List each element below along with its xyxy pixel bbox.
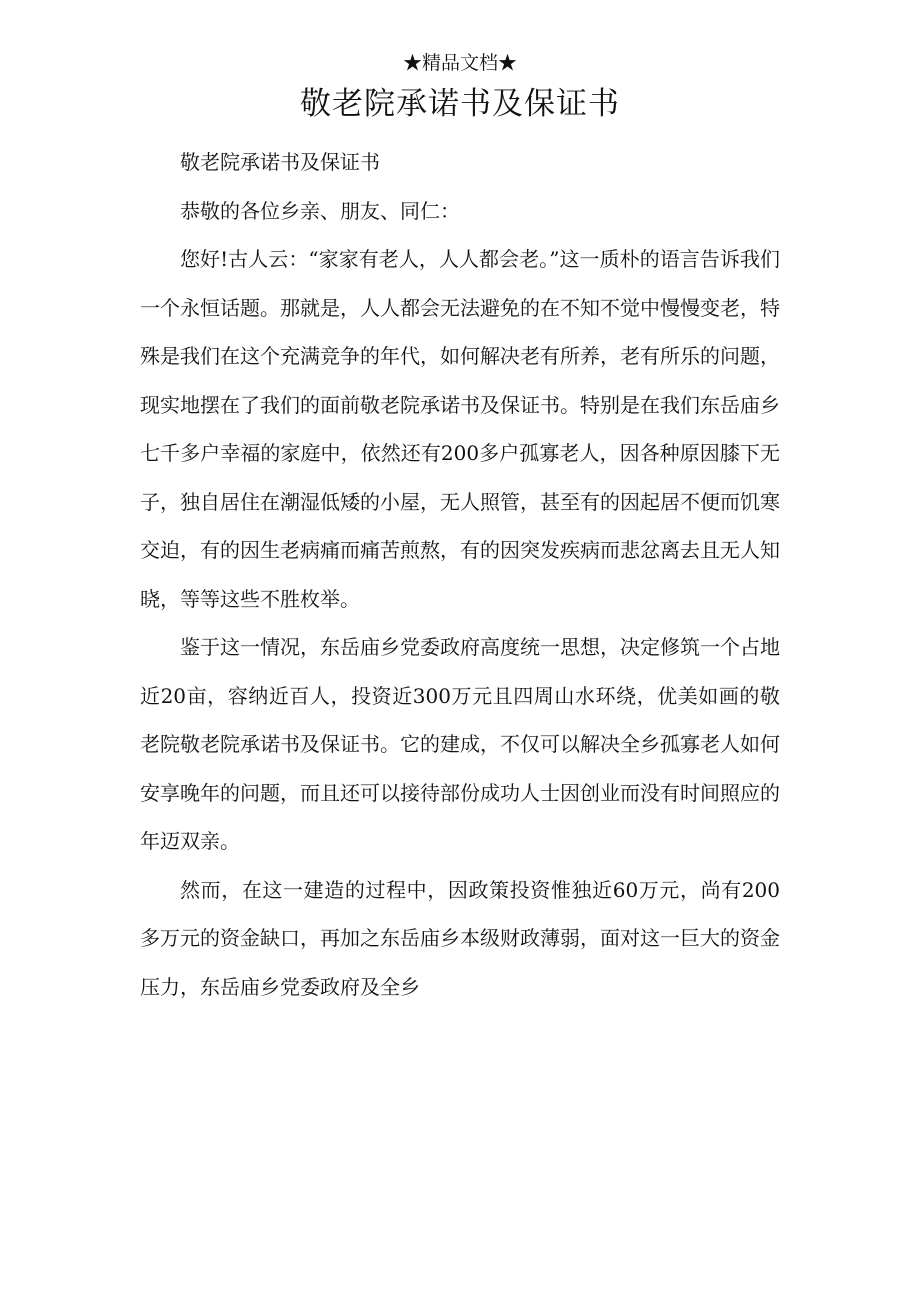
body-paragraph: 然而，在这一建造的过程中，因政策投资惟独近60万元，尚有200多万元的资金缺口，再加之东岳庙乡本级财政薄弱，面对这一巨大的资金压力，东岳庙乡党委政府及全乡 — [140, 877, 780, 999]
document-body — [140, 138, 780, 1011]
body-paragraph: 鉴于这一情况，东岳庙乡党委政府高度统一思想，决定修筑一个占地近20亩，容纳近百人，投资近300万元且四周山水环绕，优美如画的敬老院敬老院承诺书及保证书。它的建成，不仅可以解决全乡孤寡老人如何安享晚年的问题，而且还可以接待部份成功人士因创业而没有时间照应的年迈双亲。 — [140, 635, 780, 853]
greeting-paragraph: 恭敬的各位乡亲、朋友、同仁： — [180, 198, 460, 223]
document-banner: ★精品文档★ — [402, 52, 517, 74]
body-paragraph: 您好!古人云：“家家有老人，人人都会老。”这一质朴的语言告诉我们一个永恒话题。那就是，人人都会无法避免的在不知不觉中慢慢变老，特殊是我们在这个充满竞争的年代，如何解决老有所养，老有所乐的问题，现实地摆在了我们的面前敬老院承诺书及保证书。特别是在我们东岳庙乡七千多户幸福的家庭中，依然还有200多户孤寡老人，因各种原因膝下无子，独自居住在潮湿低矮的小屋，无人照管，甚至有的因起居不便而饥寒交迫，有的因生老病痛而痛苦煎熬，有的因突发疾病而悲忿离去且无人知晓，等等这些不胜枚举。 — [140, 247, 780, 611]
document-title: 敬老院承诺书及保证书 — [300, 86, 620, 122]
subtitle-paragraph: 敬老院承诺书及保证书 — [180, 150, 380, 174]
